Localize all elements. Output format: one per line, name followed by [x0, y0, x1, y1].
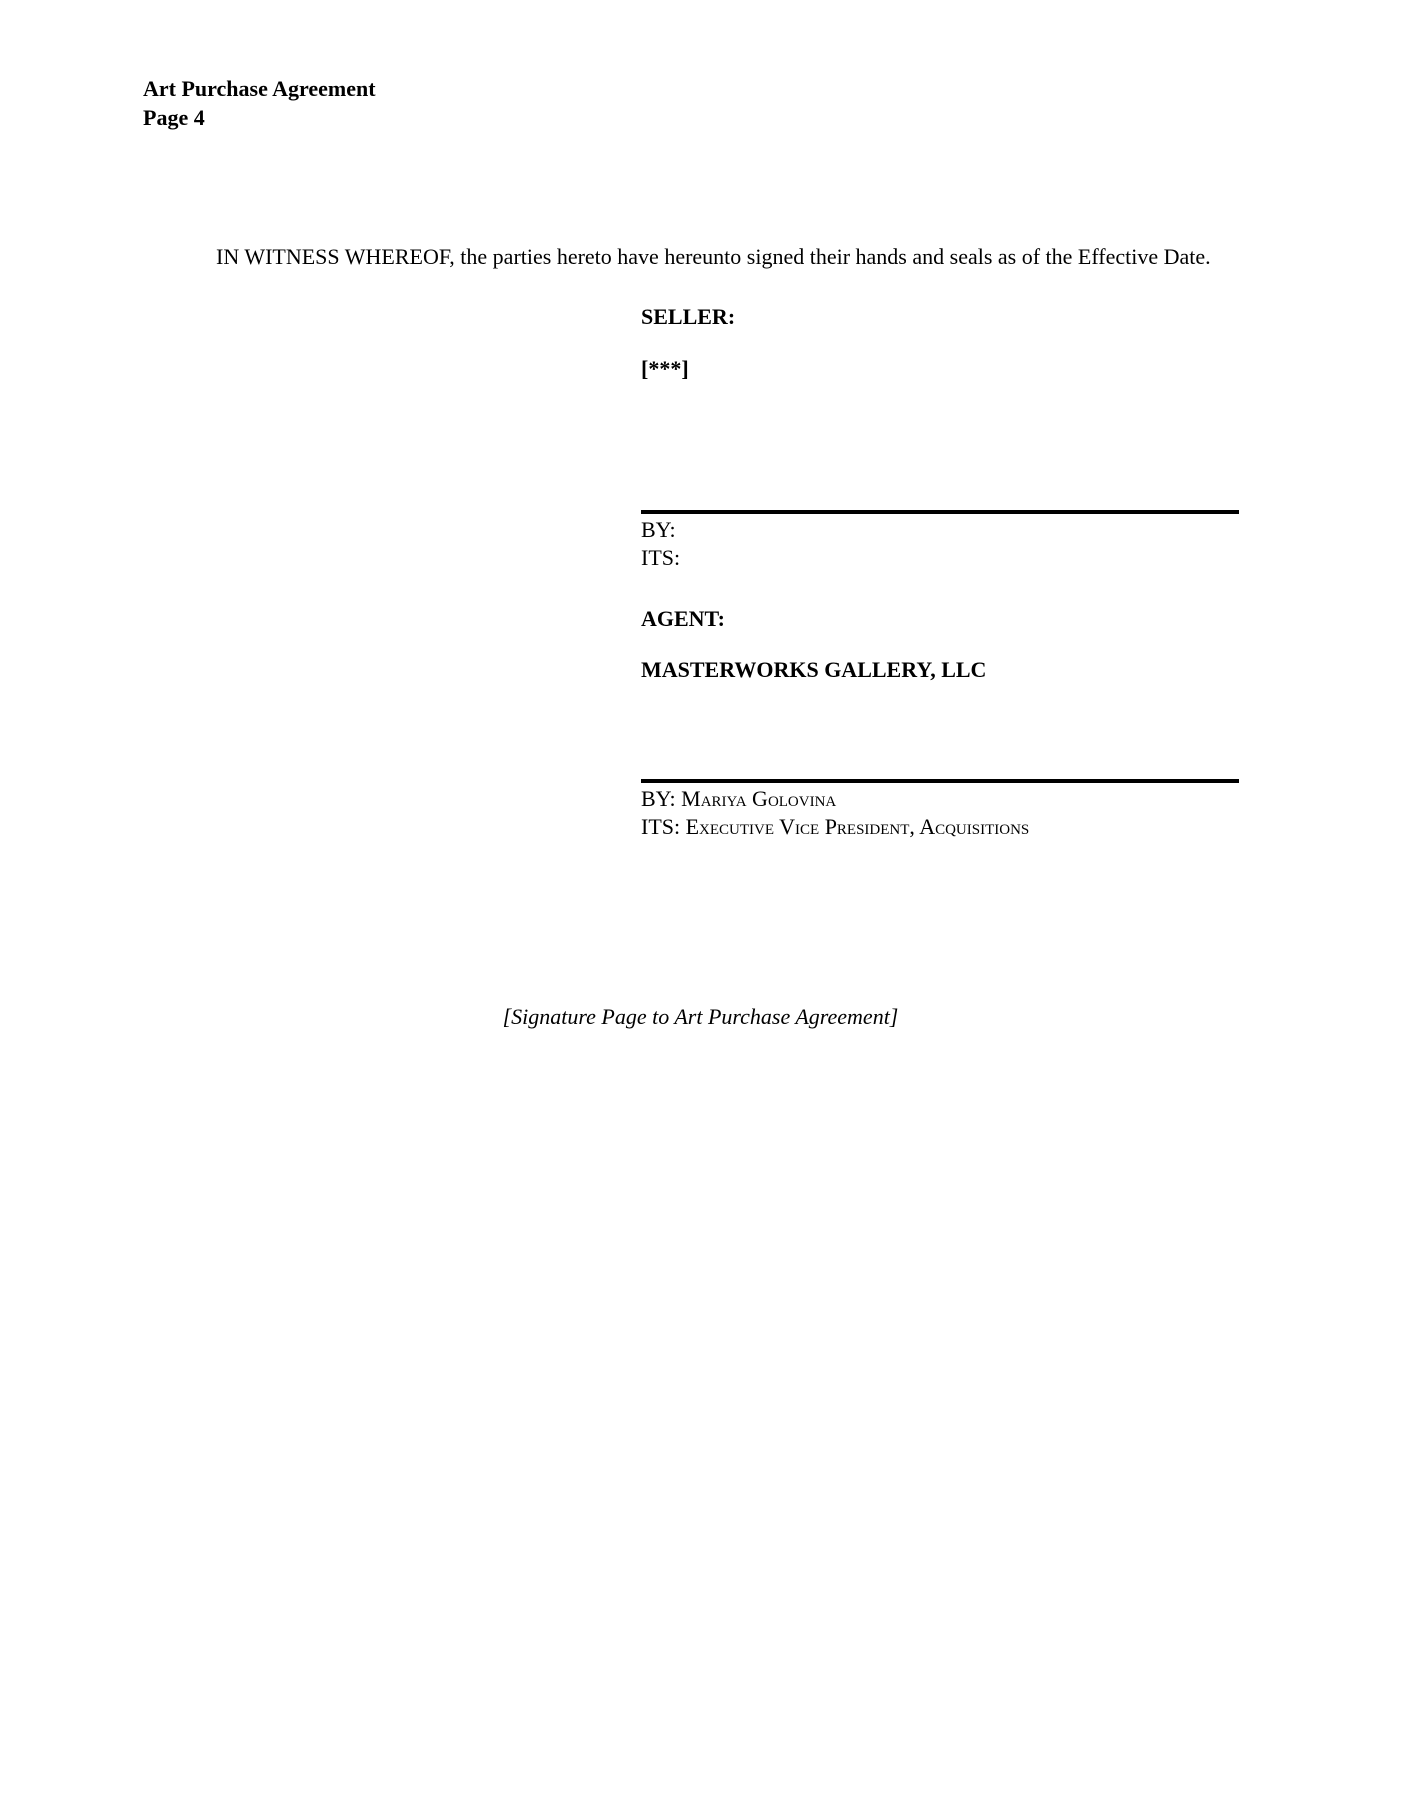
page-number-label: Page 4: [143, 105, 205, 130]
seller-by-label: BY:: [641, 517, 676, 542]
agent-its-line: ITS: Executive Vice President, Acquisitions: [641, 814, 1030, 839]
document-title: Art Purchase Agreement: [143, 76, 376, 101]
seller-name-redacted: [***]: [641, 356, 689, 381]
signature-page-note: [Signature Page to Art Purchase Agreement]: [502, 1004, 899, 1029]
seller-its-label: ITS:: [641, 545, 681, 570]
agent-company-name: MASTERWORKS GALLERY, LLC: [641, 657, 987, 682]
witness-clause-paragraph: IN WITNESS WHEREOF, the parties hereto have hereunto signed their hands and seals as of the Effective Date.: [216, 244, 1211, 269]
seller-heading: SELLER:: [641, 304, 736, 329]
agent-by-line: BY: Mariya Golovina: [641, 786, 837, 811]
signature-column: [641, 303, 1239, 841]
agent-heading: AGENT:: [641, 606, 725, 631]
agent-signature-block: [641, 779, 1239, 841]
seller-signature-block: [641, 510, 1239, 572]
page-header: [143, 74, 376, 132]
